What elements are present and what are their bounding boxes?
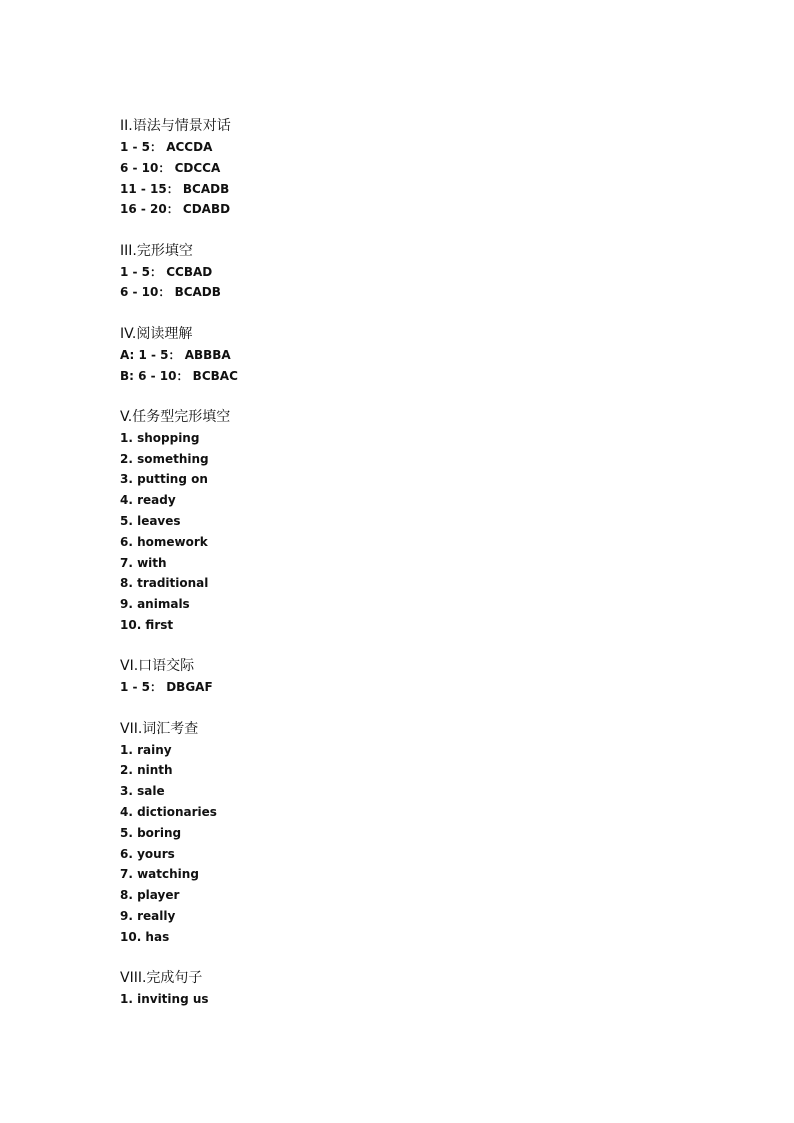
answer-line: 11 - 15： BCADB <box>120 181 230 196</box>
section-task-cloze <box>120 407 680 636</box>
answer-line: 10. has <box>120 929 170 944</box>
answer-key-document <box>120 116 680 1010</box>
section-heading: II.语法与情景对话 <box>120 118 231 134</box>
answer-line: 1. shopping <box>120 430 200 445</box>
answer-line: 2. something <box>120 451 209 466</box>
answer-line: A: 1 - 5： ABBBA <box>120 347 231 362</box>
answer-line: 9. really <box>120 909 176 924</box>
answer-line: B: 6 - 10： BCBAC <box>120 368 238 383</box>
section-heading: VI.口语交际 <box>120 658 195 675</box>
section-heading: VII.词汇考查 <box>120 720 199 737</box>
answer-line: 4. dictionaries <box>120 805 217 820</box>
answer-line: 8. player <box>120 888 180 903</box>
answer-line: 6 - 10： BCADB <box>120 285 221 300</box>
answer-line: 1 - 5： ACCDA <box>120 140 213 154</box>
answer-line: 6. yours <box>120 846 175 861</box>
answer-line: 5. leaves <box>120 514 181 529</box>
answer-line: 6 - 10： CDCCA <box>120 160 221 175</box>
section-vocabulary <box>120 719 680 948</box>
section-heading: VIII.完成句子 <box>120 970 203 987</box>
answer-line: 6. homework <box>120 534 208 549</box>
answer-line: 8. traditional <box>120 576 209 591</box>
section-sentence-completion <box>120 968 680 1010</box>
section-heading: IV.阅读理解 <box>120 325 193 342</box>
answer-line: 5. boring <box>120 825 182 840</box>
answer-line: 7. watching <box>120 867 199 882</box>
section-heading: III.完形填空 <box>120 242 193 259</box>
answer-line: 3. putting on <box>120 472 208 487</box>
answer-line: 16 - 20： CDABD <box>120 202 231 217</box>
answer-line: 3. sale <box>120 784 165 799</box>
answer-line: 1. inviting us <box>120 992 209 1007</box>
answer-line: 1. rainy <box>120 742 172 757</box>
answer-line: 4. ready <box>120 493 176 508</box>
section-oral-communication <box>120 656 680 698</box>
section-heading: V.任务型完形填空 <box>120 408 231 425</box>
answer-line: 2. ninth <box>120 763 173 778</box>
section-reading <box>120 324 680 387</box>
section-cloze <box>120 241 680 304</box>
answer-line: 1 - 5： DBGAF <box>120 680 213 695</box>
answer-line: 9. animals <box>120 597 190 612</box>
answer-line: 1 - 5： CCBAD <box>120 264 213 279</box>
section-grammar-dialogue <box>120 116 680 220</box>
answer-line: 7. with <box>120 555 167 570</box>
answer-line: 10. first <box>120 618 174 633</box>
